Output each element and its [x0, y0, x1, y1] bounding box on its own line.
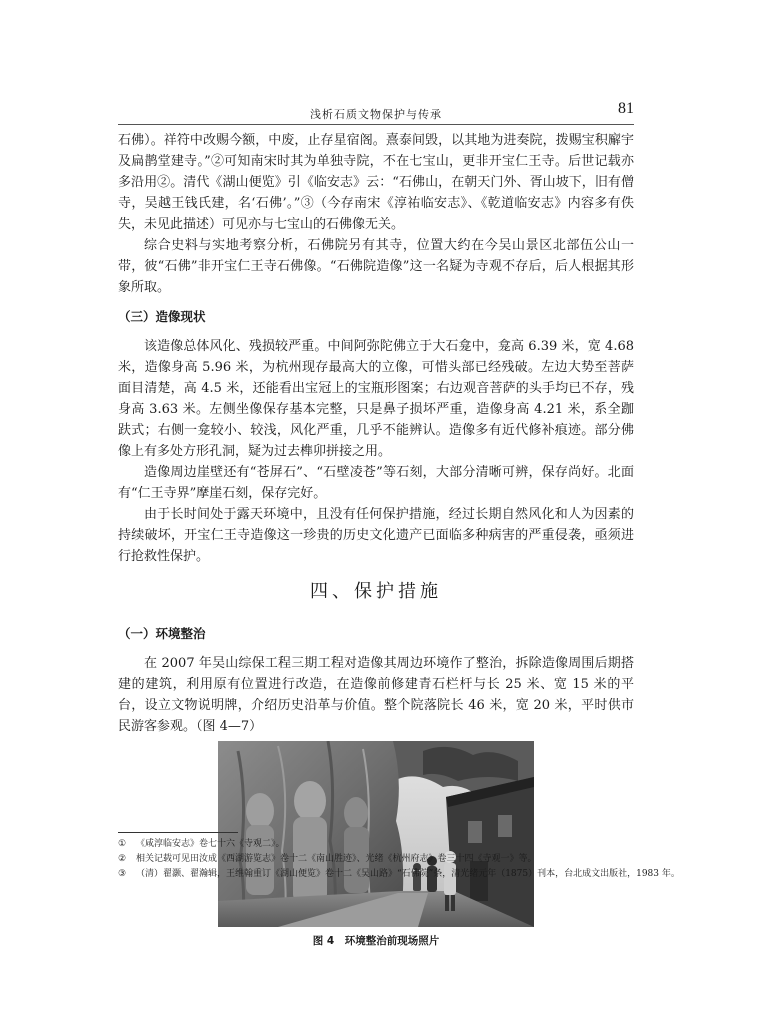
page-number: 81 — [618, 100, 634, 117]
footnote-3 — [118, 867, 680, 882]
footnote-rule — [118, 832, 238, 833]
footnote-mark: ① — [118, 839, 127, 849]
footnote-text: 《咸淳临安志》卷七十六《寺观二》。 — [136, 839, 285, 849]
figure-caption: 图 4 环境整治前现场照片 — [312, 935, 440, 947]
subsection-heading-environment: （一）环境整治 — [118, 626, 206, 641]
body-text — [118, 130, 634, 949]
subsection-heading-current-state: （三）造像现状 — [118, 309, 206, 324]
paragraph: 造像周边崖壁还有“苍屏石”、“石壁凌苍”等石刻，大部分清晰可辨，保存尚好。北面有“仁王寺界”摩崖石刻，保存完好。 — [118, 465, 634, 501]
paragraph: 该造像总体风化、残损较严重。中间阿弥陀佛立于大石龛中，龛高 6.39 米，宽 4.68 米，造像身高 5.96 米，为杭州现存最高大的立像，可惜头部已经残破。左边大势至菩萨面目清楚，高 4.5 米，还能看出宝冠上的宝瓶形图案；右边观音菩萨的头手均已不存，残身高 3.63 米。左侧坐像保存基本完整，只是鼻子损坏严重，造像身高 4.21 米，系全跏趺式；右侧一龛较小、较浅，风化严重，几乎不能辨认。造像多有近代修补痕迹。部分佛像上有多处方形孔洞，疑为过去榫卯拼接之用。 — [118, 339, 634, 459]
paragraph: 综合史料与实地考察分析，石佛院另有其寺，位置大约在今吴山景区北部伍公山一带，彼“石佛”非开宝仁王寺石佛像。“石佛院造像”这一名疑为寺观不存后，后人根据其形象所取。 — [118, 238, 634, 295]
paragraph-continued: 石佛）。祥符中改赐今额，中废，止存星宿阁。熹泰间毁，以其地为进奏院，拨赐宝积廨宇及扁鹊堂建寺。”②可知南宋时其为单独寺院，不在七宝山，更非开宝仁王寺。后世记载亦多沿用②。清代《湖山便览》引《临安志》云：“石佛山，在朝天门外、胥山坡下，旧有僧寺，吴越王钱氏建，名‘石佛’。”③（今存南宋《淳祐临安志》、《乾道临安志》内容多有佚失，未见此描述）可见亦与七宝山的石佛像无关。 — [118, 133, 634, 232]
running-header — [118, 98, 634, 125]
footnote-text: 相关记载可见田汝成《西湖游览志》卷十二《南山胜迹》、光绪《杭州府志》卷三十四《寺观一》等。 — [136, 854, 537, 864]
footnotes — [118, 832, 680, 882]
running-title: 浅析石质文物保护与传承 — [310, 108, 442, 121]
footnote-mark: ③ — [118, 869, 127, 879]
section-title-protection-measures: 四、保护措施 — [310, 581, 442, 602]
paragraph: 由于长时间处于露天环境中，且没有任何保护措施，经过长期自然风化和人为因素的持续破坏，开宝仁王寺造像这一珍贵的历史文化遗产已面临多种病害的严重侵袭，亟须进行抢救性保护。 — [118, 507, 634, 564]
footnote-text: （清）翟灏、翟瀚辑，王维翰重订《湖山便览》卷十二《吴山路》“石佛院”条，清光绪元年（1875）刊本，台北成文出版社，1983 年。 — [136, 869, 680, 879]
footnote-2 — [118, 852, 638, 867]
footnote-1 — [118, 837, 638, 852]
paragraph: 在 2007 年吴山综保工程三期工程对造像其周边环境作了整治，拆除造像周围后期搭建的建筑，利用原有位置进行改造，在造像前修建青石栏杆与长 25 米、宽 15 米的平台，设立文物说明牌，介绍历史沿革与价值。整个院落院长 46 米，宽 20 米，平时供市民游客参观。（图 4—7） — [118, 656, 634, 734]
footnote-mark: ② — [118, 854, 127, 864]
